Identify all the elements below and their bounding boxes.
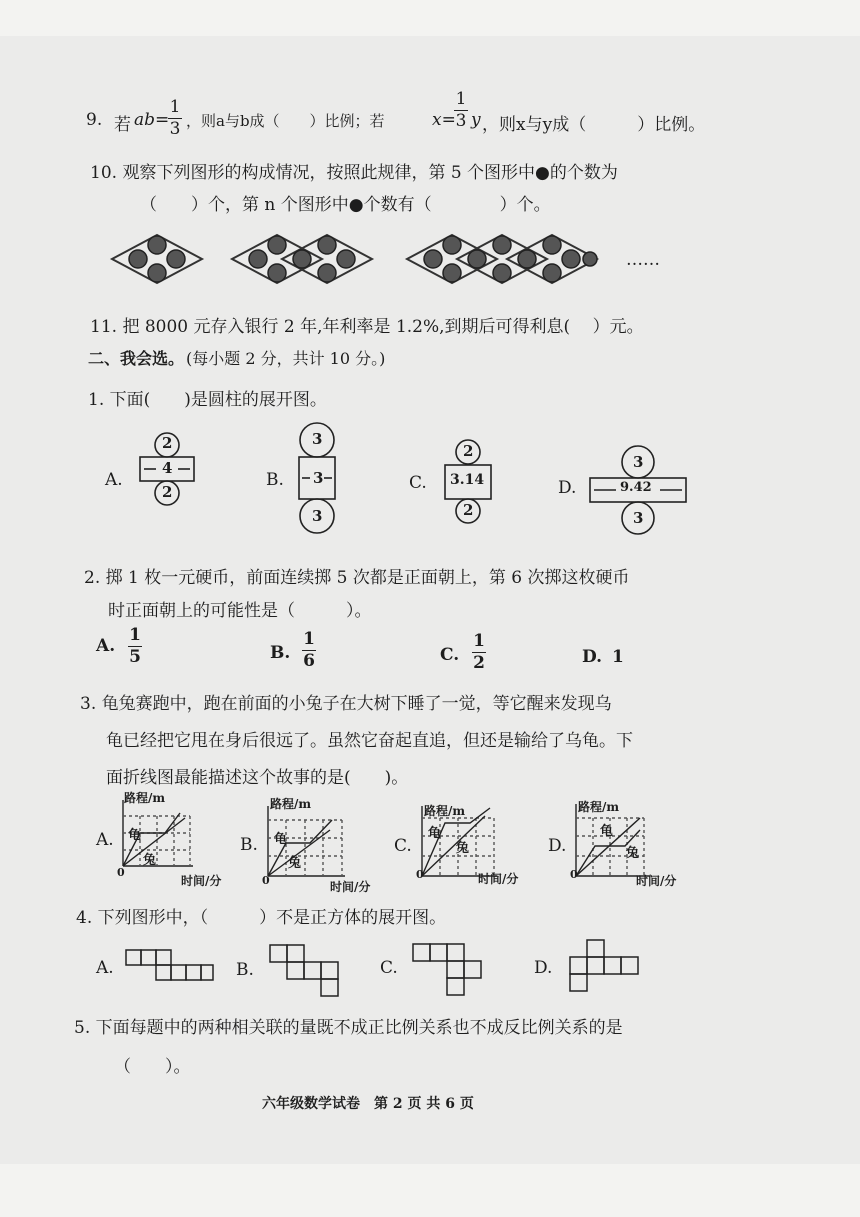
c1-c-bottom-label: 2 <box>463 501 474 519</box>
c1-option-d-letter: D. <box>558 478 577 498</box>
dot <box>518 250 536 268</box>
c2-option-c-fraction <box>472 632 486 673</box>
c2-option-b-fraction <box>302 630 316 671</box>
choice-2-line-1: 2. 掷 1 枚一元硬币，前面连续掷 5 次都是正面朝上，第 6 次掷这枚硬币 <box>84 568 630 588</box>
fraction-denominator: 3 <box>169 119 181 139</box>
q9-eq2: x= <box>432 110 456 130</box>
q9-number: 9. <box>86 110 103 130</box>
dot <box>148 264 166 282</box>
c1-cylinder-nets <box>0 425 860 535</box>
fraction-denominator: 6 <box>303 651 315 671</box>
c2-option-d-letter: D. <box>582 647 603 667</box>
fraction-numerator: 1 <box>169 97 181 117</box>
graph-d-origin: 0 <box>570 868 578 881</box>
section-2-title: 二、我会选。 <box>88 349 185 368</box>
c1-a-bottom-label: 2 <box>162 483 173 501</box>
dot <box>493 264 511 282</box>
dot <box>268 236 286 254</box>
q9-var: y <box>471 110 481 130</box>
page-footer: 六年级数学试卷 第 2 页 共 6 页 <box>262 1096 474 1112</box>
graph-c-xlabel: 时间/分 <box>478 872 519 886</box>
choice-1-text: 1. 下面( )是圆柱的展开图。 <box>88 390 327 410</box>
fraction-denominator: 5 <box>129 647 141 667</box>
graph-d-ylabel: 路程/m <box>578 800 620 814</box>
fraction-numerator: 1 <box>303 629 315 649</box>
choice-3-line-1: 3. 龟兔赛跑中，跑在前面的小兔子在大树下睡了一觉，等它醒来发现乌 <box>80 694 612 714</box>
dot <box>129 250 147 268</box>
dot <box>543 236 561 254</box>
graph-c-rabbit: 兔 <box>456 841 470 856</box>
graph-d-turtle: 龟 <box>600 824 614 839</box>
dot <box>167 250 185 268</box>
c4-option-c-letter: C. <box>380 958 398 978</box>
graph-b-origin: 0 <box>262 874 270 887</box>
c3-option-c-letter: C. <box>394 836 412 856</box>
choice-5-line-2: （ ）。 <box>114 1057 191 1077</box>
dot <box>468 250 486 268</box>
c4-option-d-letter: D. <box>534 958 553 978</box>
dot <box>268 264 286 282</box>
dot <box>543 264 561 282</box>
fraction-numerator: 1 <box>455 89 467 109</box>
c1-b-bottom-label: 3 <box>312 507 323 525</box>
c1-option-c-letter: C. <box>409 473 427 493</box>
c2-option-c-letter: C. <box>440 645 460 665</box>
choice-4-text: 4. 下列图形中，（ ）不是正方体的展开图。 <box>76 908 447 928</box>
fraction-numerator: 1 <box>129 625 141 645</box>
q9-tail: ，则x与y成（ ）比例。 <box>482 115 706 135</box>
choice-3-line-2: 龟已经把它甩在身后很远了。虽然它奋起直追，但还是输给了乌龟。下 <box>106 731 633 751</box>
graph-d-xlabel: 时间/分 <box>636 874 677 888</box>
c1-c-rect-label: 3.14 <box>450 472 485 488</box>
c3-option-a-letter: A. <box>96 830 114 850</box>
graph-d-rabbit: 兔 <box>626 846 640 861</box>
q10-line-2: （ ）个，第 n 个图形中●个数有（ ）个。 <box>140 195 551 215</box>
c2-option-d-value: 1 <box>612 647 624 667</box>
dot <box>337 250 355 268</box>
graph-c-turtle: 龟 <box>428 826 442 841</box>
c2-option-a-letter: A. <box>96 636 116 656</box>
choice-2-line-2: 时正面朝上的可能性是（ ）。 <box>108 601 372 621</box>
choice-5-line-1: 5. 下面每题中的两种相关联的量既不成正比例关系也不成反比例关系的是 <box>74 1018 623 1038</box>
graph-b-turtle: 龟 <box>274 832 288 847</box>
graph-b-xlabel: 时间/分 <box>330 880 371 894</box>
c1-b-top-label: 3 <box>312 430 323 448</box>
dot <box>583 252 597 266</box>
q10-line-1: 10. 观察下列图形的构成情况，按照此规律，第 5 个图形中●的个数为 <box>90 163 618 183</box>
q10-pattern-figures <box>0 228 860 288</box>
dot <box>493 236 511 254</box>
dot <box>443 236 461 254</box>
q9-middle: ，则a与b成（ ）比例；若 <box>186 112 385 130</box>
graph-b-ylabel: 路程/m <box>270 797 312 811</box>
c3-option-d-letter: D. <box>548 836 567 856</box>
choice-3-line-3: 面折线图最能描述这个故事的是( )。 <box>106 768 409 788</box>
c1-d-bottom-label: 3 <box>633 509 644 527</box>
q9-fraction-2 <box>454 90 468 131</box>
dot <box>443 264 461 282</box>
dot <box>562 250 580 268</box>
graph-c-ylabel: 路程/m <box>424 804 466 818</box>
c1-option-a-letter: A. <box>105 470 123 490</box>
graph-a-origin: 0 <box>117 866 125 879</box>
q10-ellipsis: …… <box>626 250 660 270</box>
c1-a-top-label: 2 <box>162 434 173 452</box>
graph-a-xlabel: 时间/分 <box>181 874 222 888</box>
graph-a-ylabel: 路程/m <box>124 791 166 805</box>
c3-option-b-letter: B. <box>240 835 258 855</box>
c1-option-b-letter: B. <box>266 470 284 490</box>
dot <box>318 264 336 282</box>
c1-d-top-label: 3 <box>633 453 644 471</box>
c2-option-b-letter: B. <box>270 643 291 663</box>
c1-a-rect-label: 4 <box>162 459 173 477</box>
c4-option-b-letter: B. <box>236 960 254 980</box>
dot <box>424 250 442 268</box>
q9-lead: 若 <box>114 115 131 135</box>
graph-c-origin: 0 <box>416 868 424 881</box>
c2-option-a-fraction <box>128 626 142 667</box>
c1-b-rect-label: 3 <box>313 469 324 487</box>
dot <box>318 236 336 254</box>
c4-option-a-letter: A. <box>96 958 114 978</box>
q9-fraction-1 <box>168 98 182 139</box>
c1-c-top-label: 2 <box>463 442 474 460</box>
section-2-note: (每小题 2 分，共计 10 分。) <box>186 349 386 368</box>
fraction-numerator: 1 <box>473 631 485 651</box>
q9-eq1: ab= <box>134 110 170 130</box>
q11-text: 11. 把 8000 元存入银行 2 年,年利率是 1.2%,到期后可得利息( ）元。 <box>90 317 644 337</box>
fraction-denominator: 3 <box>455 111 467 131</box>
fraction-denominator: 2 <box>473 653 485 673</box>
dot <box>293 250 311 268</box>
dot <box>249 250 267 268</box>
graph-a-rabbit: 兔 <box>143 853 157 868</box>
graph-b-rabbit: 兔 <box>288 856 302 871</box>
graph-a-turtle: 龟 <box>128 828 142 843</box>
c1-d-rect-label: 9.42 <box>620 480 652 495</box>
dot <box>148 236 166 254</box>
c4-cube-nets <box>0 930 860 1000</box>
